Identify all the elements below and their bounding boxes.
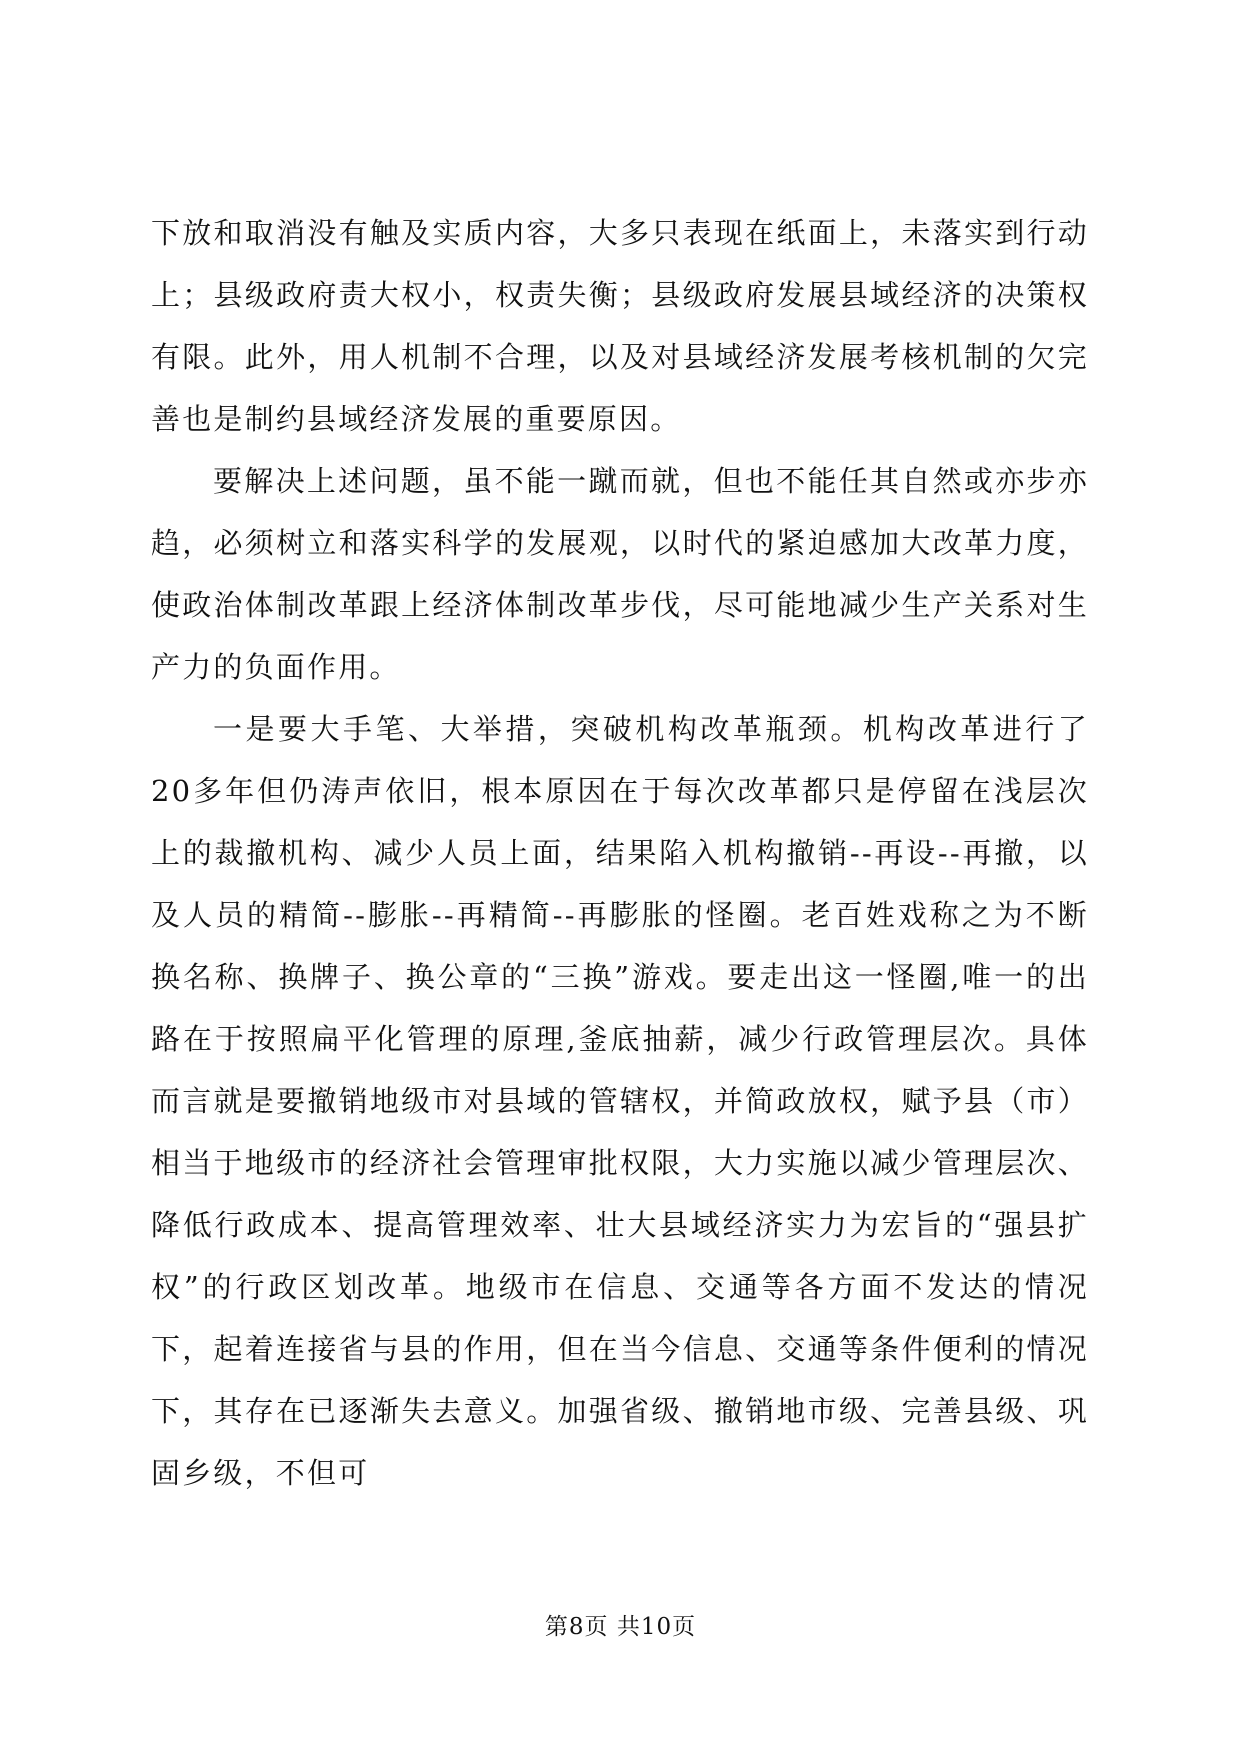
paragraph-3: 一是要大手笔、大举措，突破机构改革瓶颈。机构改革进行了20多年但仍涛声依旧，根本原因在于每次改革都只是停留在浅层次上的裁撤机构、减少人员上面，结果陷入机构撤销--再设--再撤，以及人员的精简--膨胀--再精简--再膨胀的怪圈。老百姓戏称之为不断换名称、换牌子、换公章的“三换”游戏。要走出这一怪圈,唯一的出路在于按照扁平化管理的原理,釜底抽薪，减少行政管理层次。具体而言就是要撤销地级市对县域的管辖权，并简政放权，赋予县（市）相当于地级市的经济社会管理审批权限，大力实施以减少管理层次、降低行政成本、提高管理效率、壮大县域经济实力为宏旨的“强县扩权”的行政区划改革。地级市在信息、交通等各方面不发达的情况下，起着连接省与县的作用，但在当今信息、交通等条件便利的情况下，其存在已逐渐失去意义。加强省级、撤销地市级、完善县级、巩固乡级，不但可 [151,712,1089,1490]
page-number-footer: 第8页 共10页 [544,1614,697,1640]
paragraph-2: 要解决上述问题，虽不能一蹴而就，但也不能任其自然或亦步亦趋，必须树立和落实科学的发展观，以时代的紧迫感加大改革力度，使政治体制改革跟上经济体制改革步伐，尽可能地减少生产关系对生产力的负面作用。 [151,464,1089,684]
document-body [151,202,1089,1504]
paragraph-1: 下放和取消没有触及实质内容，大多只表现在纸面上，未落实到行动上；县级政府责大权小，权责失衡；县级政府发展县域经济的决策权有限。此外，用人机制不合理，以及对县域经济发展考核机制的欠完善也是制约县域经济发展的重要原因。 [151,216,1089,436]
